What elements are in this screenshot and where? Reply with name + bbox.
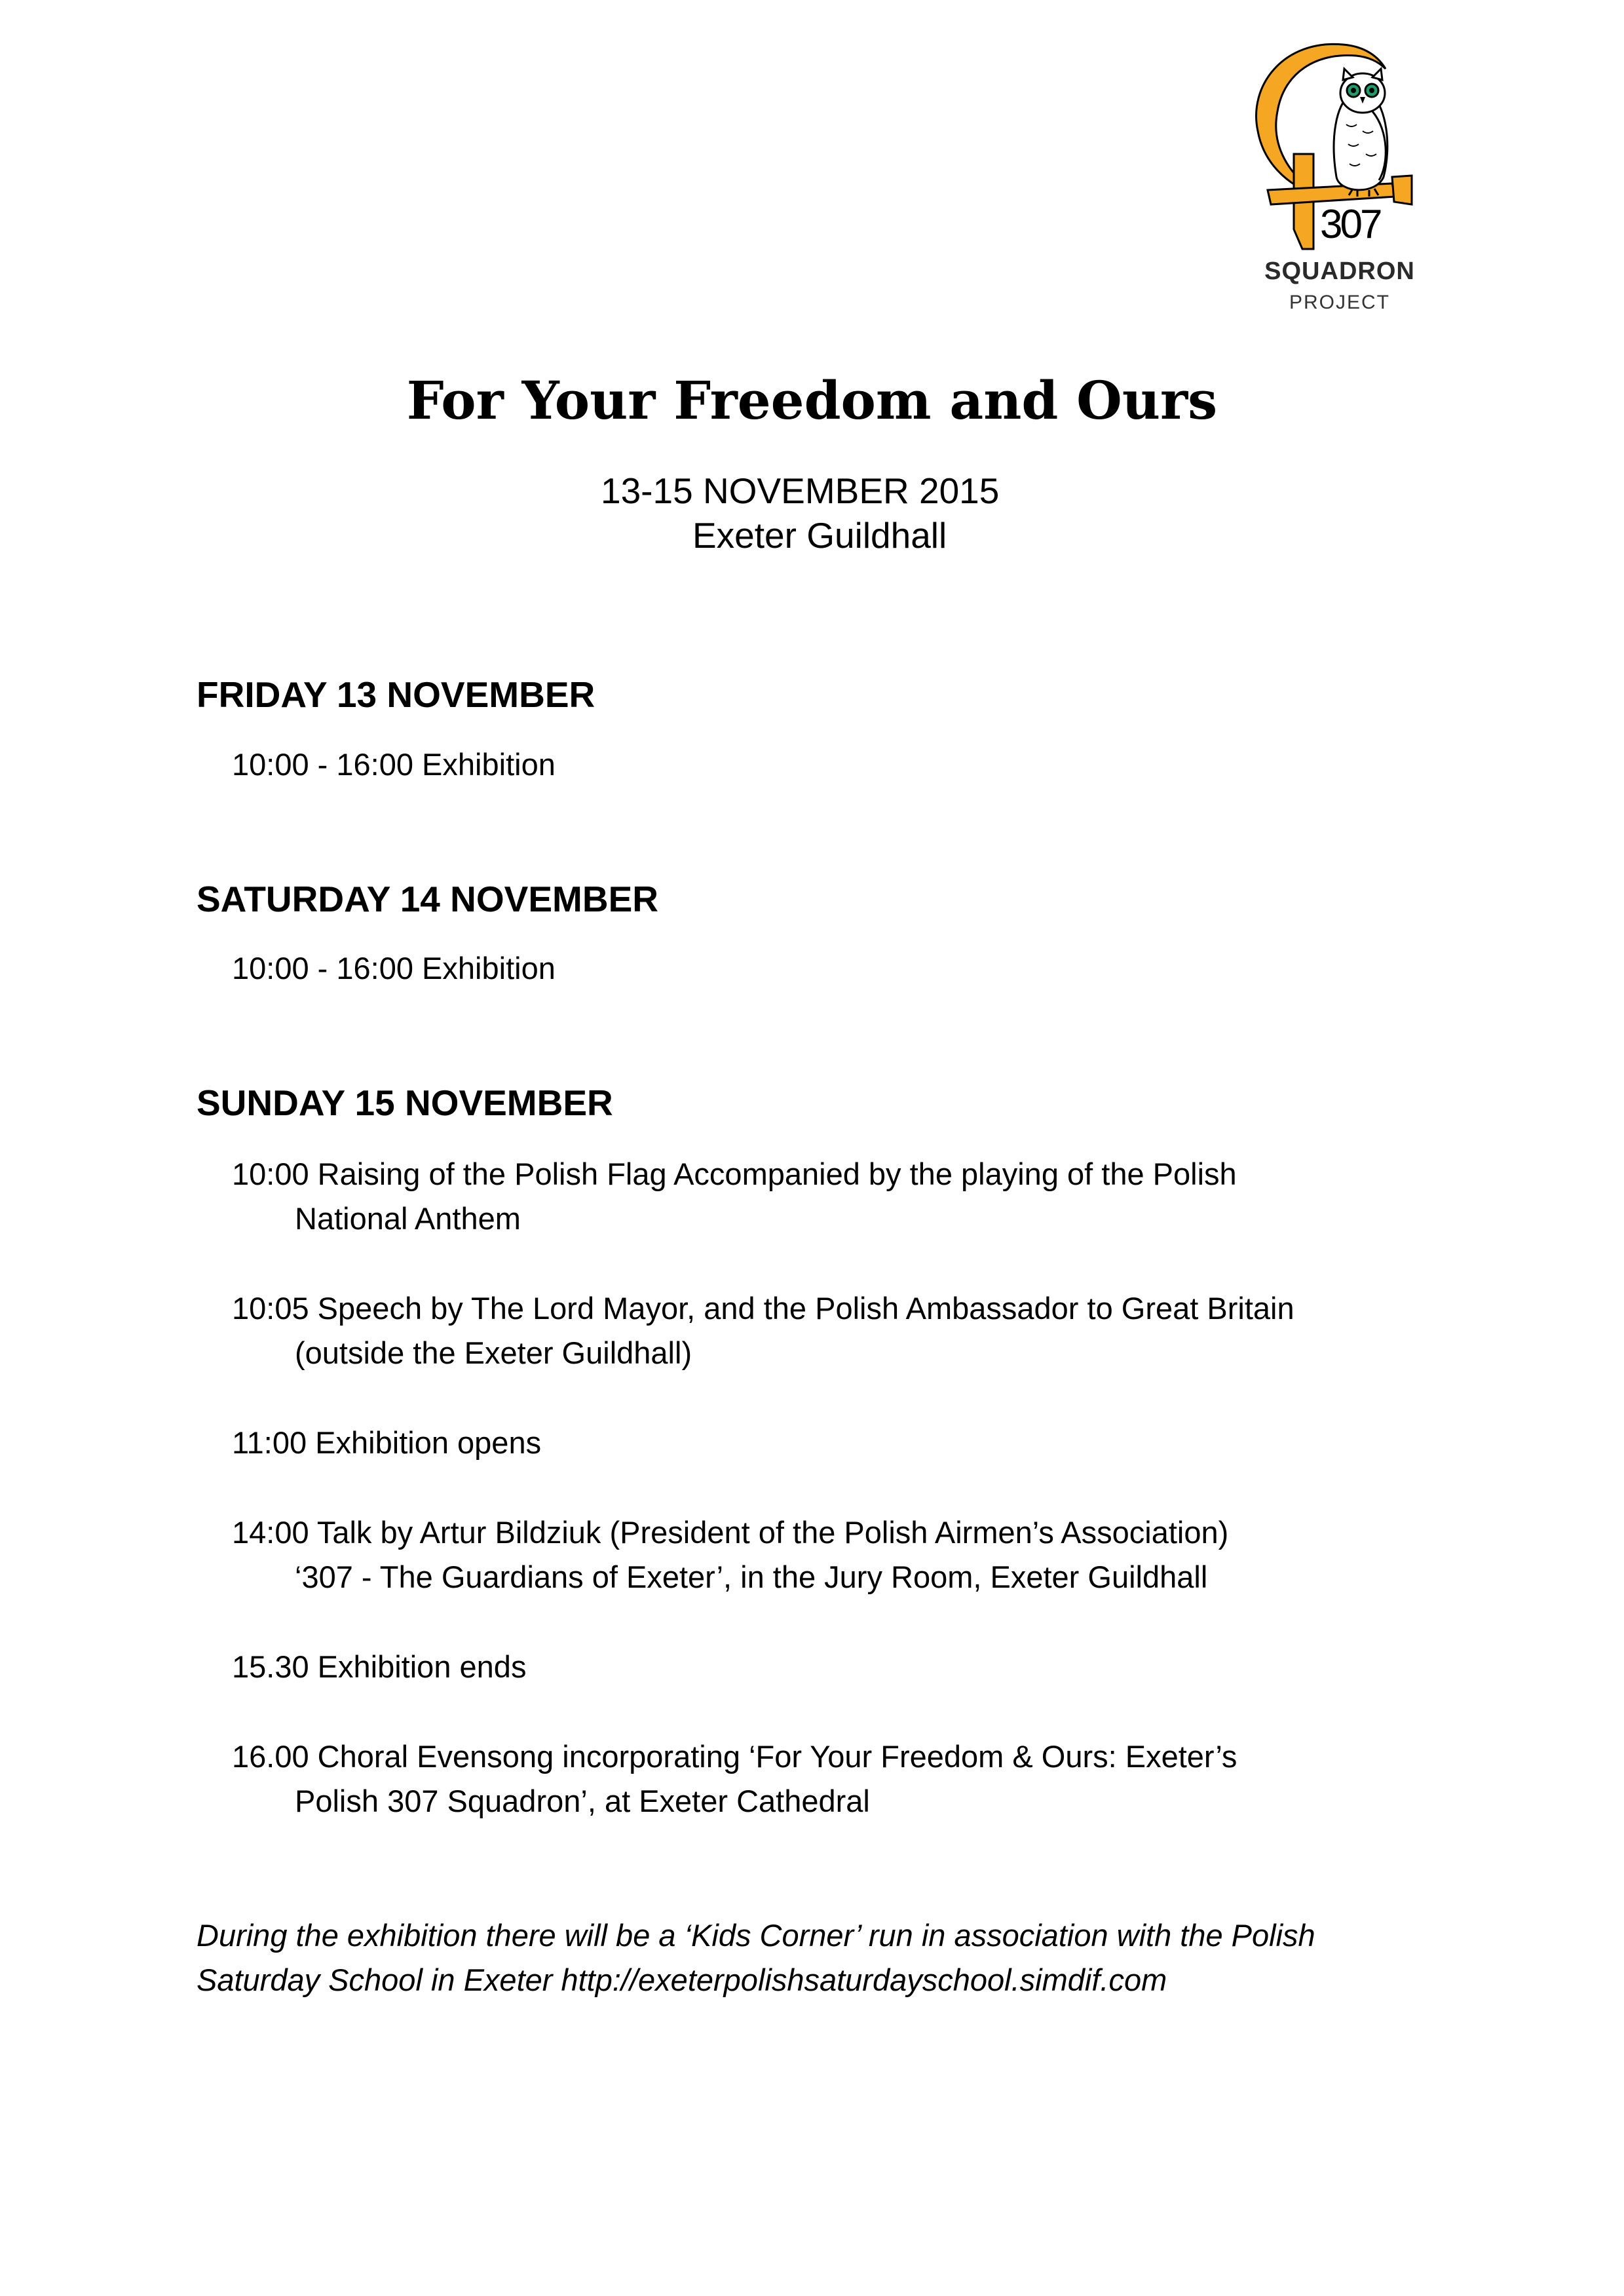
sunday-entry-evensong (232, 1734, 1477, 1824)
entry-line: 16.00 Choral Evensong incorporating ‘For Your Freedom & Ours: Exeter’s (232, 1739, 1237, 1774)
entry-line: 10:05 Speech by The Lord Mayor, and the Polish Ambassador to Great Britain (232, 1291, 1294, 1326)
logo-project-text: PROJECT (1289, 292, 1390, 313)
sunday-entry-speech (232, 1286, 1477, 1375)
page-title: For Your Freedom and Ours (406, 370, 1218, 431)
entry-line: 14:00 Talk by Artur Bildziuk (President of the Polish Airmen’s Association) (232, 1515, 1229, 1550)
friday-heading: FRIDAY 13 NOVEMBER (197, 674, 595, 715)
entry-continuation: ‘307 - The Guardians of Exeter’, in the Jury Room, Exeter Guildhall (295, 1559, 1208, 1594)
entry-line: 11:00 Exhibition opens (232, 1425, 542, 1460)
sunday-entry-flag (232, 1152, 1477, 1241)
event-dates: 13-15 NOVEMBER 2015 (601, 470, 1000, 511)
saturday-entry: 10:00 - 16:00 Exhibition (232, 951, 556, 985)
entry-line: 15.30 Exhibition ends (232, 1649, 527, 1684)
entry-continuation: National Anthem (295, 1201, 521, 1236)
friday-entry: 10:00 - 16:00 Exhibition (232, 747, 556, 782)
sunday-entry-ends (232, 1645, 1477, 1689)
sunday-entry-opens (232, 1421, 1477, 1465)
logo-number: 307 (1320, 202, 1380, 247)
kids-corner-note: During the exhibition there will be a ‘Kids Corner’ run in association with the Polish Saturday School in Exeter http://exeterpolishsaturdayschool.simdif.com (197, 1918, 1315, 1997)
entry-continuation: Polish 307 Squadron’, at Exeter Cathedral (295, 1784, 870, 1818)
sunday-entry-talk (232, 1510, 1477, 1599)
saturday-heading: SATURDAY 14 NOVEMBER (197, 879, 658, 919)
event-subtitle (0, 469, 1624, 558)
entry-continuation: (outside the Exeter Guildhall) (295, 1335, 692, 1370)
logo-squadron-text: SQUADRON (1264, 258, 1415, 285)
event-venue: Exeter Guildhall (692, 515, 947, 556)
sunday-heading: SUNDAY 15 NOVEMBER (197, 1082, 613, 1123)
squadron-logo (1232, 33, 1448, 321)
entry-line: 10:00 Raising of the Polish Flag Accompanied by the playing of the Polish (232, 1157, 1237, 1191)
